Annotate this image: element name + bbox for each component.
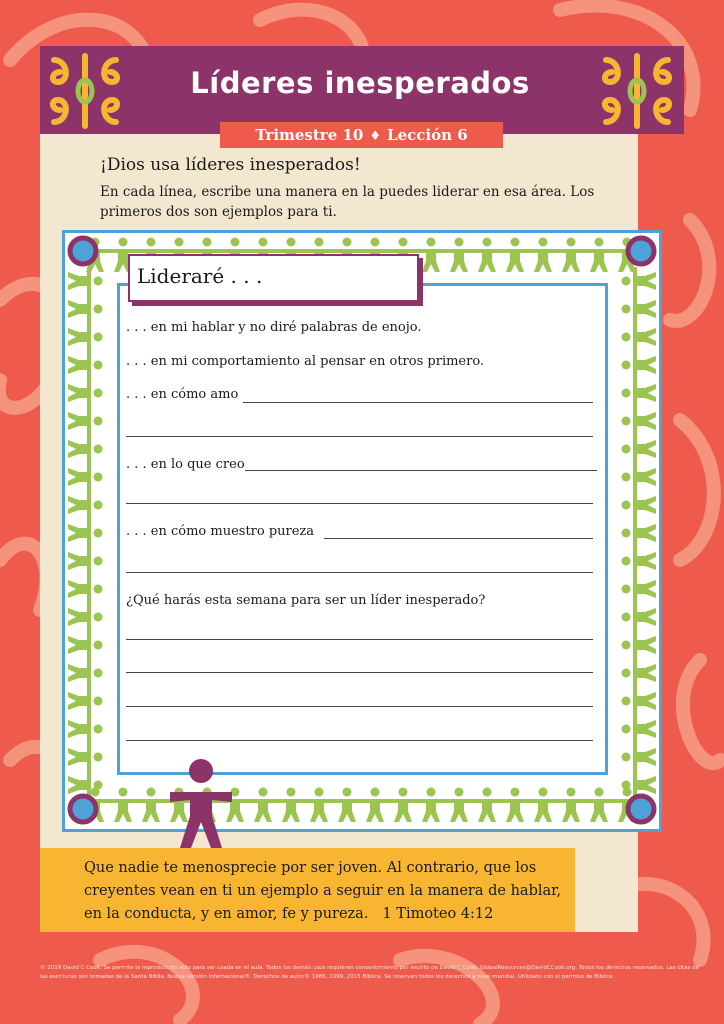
lead-label: Lideraré . . . [137, 264, 263, 288]
tribal-logo-icon [48, 52, 122, 130]
answer-line[interactable] [243, 402, 593, 403]
prompt-belief: . . . en lo que creo [126, 457, 245, 472]
corner-circle-icon [628, 238, 654, 264]
lesson-label: Lección 6 [387, 126, 468, 144]
example-line-1: . . . en mi hablar y no diré palabras de enojo. [126, 320, 422, 335]
verse-reference: 1 Timoteo 4:12 [382, 906, 494, 922]
answer-line[interactable] [126, 740, 593, 741]
tribal-logo-icon [600, 52, 674, 130]
answer-line[interactable] [126, 503, 593, 504]
answer-line[interactable] [126, 436, 593, 437]
intro-heading: ¡Dios usa líderes inesperados! [100, 155, 361, 175]
quarter-label: Trimestre 10 [255, 126, 364, 144]
example-line-2: . . . en mi comportamiento al pensar en otros primero. [126, 354, 485, 369]
prompt-purity: . . . en cómo muestro pureza [126, 524, 315, 539]
answer-line[interactable] [245, 470, 597, 471]
answer-line[interactable] [126, 672, 593, 673]
answer-line[interactable] [126, 706, 593, 707]
diamond-separator: ♦ [369, 129, 382, 144]
memory-verse [84, 857, 564, 926]
lesson-tag [220, 122, 503, 148]
page-title: Líderes inesperados [190, 66, 530, 100]
corner-circle-icon [628, 796, 654, 822]
prompt-love: . . . en cómo amo [126, 387, 239, 402]
reflection-question: ¿Qué harás esta semana para ser un líder inesperado? [126, 593, 486, 608]
corner-circle-icon [70, 796, 96, 822]
answer-line[interactable] [324, 538, 593, 539]
verse-text: Que nadie te menosprecie por ser joven. Al contrario, que los creyentes vean en ti un ejemplo a seguir en la manera de hablar, en la conducta, y en amor, fe y pureza. [84, 860, 562, 922]
copyright-notice: © 2019 David C Cook. Se permite la reproducción solo para ser usada en el aula. Todos los demás usos requieren consentimiento por escrito de David C Cook. GlobalResources@DavidCCook.org. Todos los derechos reservados. Las citas de las escrituras son tomadas de la Santa Biblia, Nueva Versión Internacional®. Derechos de autor© 1986, 1999, 2015 Biblica. Se reservan todos los derechos a nivel mundial. Utilizado con el permiso de Biblica. [40, 965, 699, 980]
intro-instructions: En cada línea, escribe una manera en la puedes liderar en esa área. Los primeros dos son ejemplos para ti. [100, 184, 595, 220]
answer-line[interactable] [126, 572, 593, 573]
purple-person-icon [168, 758, 234, 850]
corner-circle-icon [70, 238, 96, 264]
answer-line[interactable] [126, 639, 593, 640]
